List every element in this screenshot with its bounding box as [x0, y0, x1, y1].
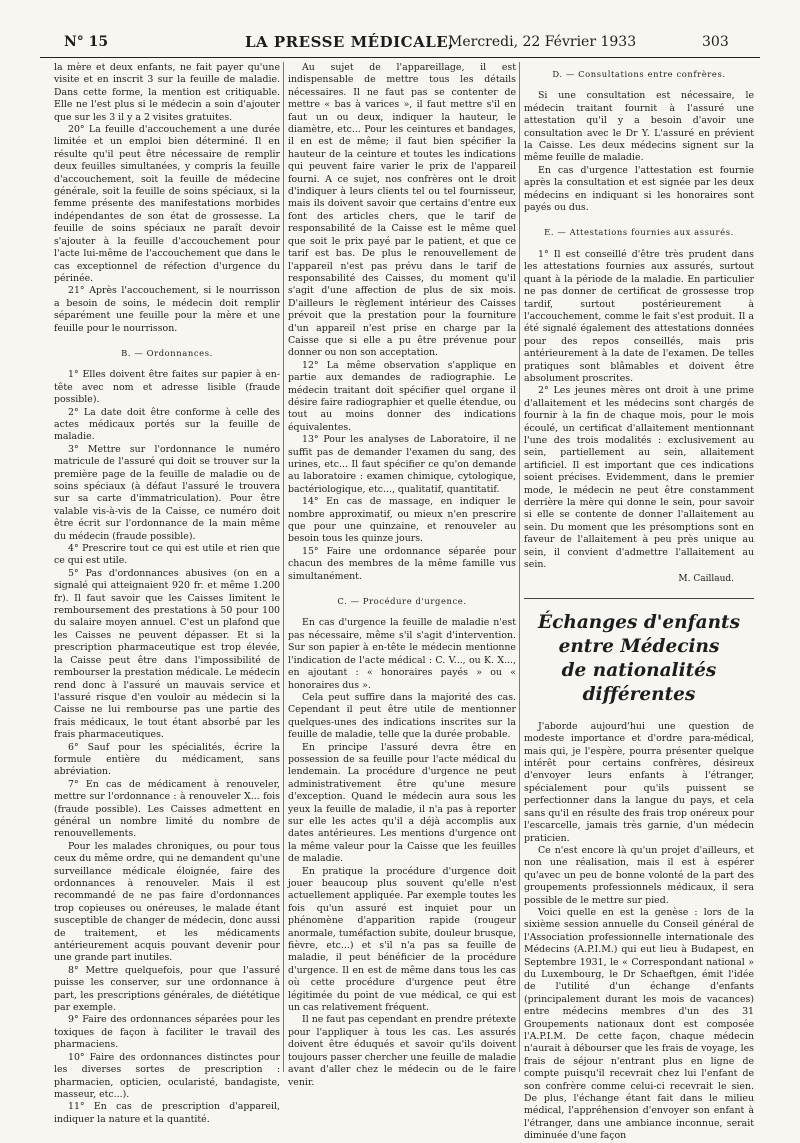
paragraph: 12° La même observation s'applique en partie aux demandes de radiographie. Le médecin traitant doit spécifier quel organe il désire faire radiographier et quelle étendue, ou tout au moins donner des indications équivalentes. [288, 359, 516, 433]
page-header [30, 34, 770, 52]
column-right [524, 62, 754, 1143]
article-title-line: entre Médecins [558, 635, 720, 657]
column-divider [283, 62, 284, 1072]
section-rule [524, 598, 754, 599]
section-heading: C. — Procédure d'urgence. [337, 596, 467, 607]
column-left [54, 62, 280, 1126]
paragraph: Au sujet de l'appareillage, il est indispensable de mettre tous les détails nécessaires. Il ne faut pas se contenter de mettre « bas à varices », il faut mettre s'il en faut un ou deux, indiquer la hauteur, le diamètre, etc... Pour les ceintures et bandages, il en est de même; il faut bien spécifier la hauteur de la ceinture et toutes les indications qui peuvent faire varier le prix de l'appareil fourni. A ce sujet, nos confrères ont le droit d'indiquer à leurs clients tel ou tel fournisseur, mais ils doivent savoir que certains d'entre eux font des articles chers, que le tarif de responsabilité de la Caisse est le même quel que soit le prix payé par le patient, et que ce tarif est bas. De plus le renouvellement de l'appareil n'est pas prévu dans le tarif de responsabilité des Caisses, du moment qu'il s'agit d'une affection de plus de six mois. D'ailleurs le règlement intérieur des Caisses prévoit que la prestation pour la fourniture d'un appareil n'est prise en charge par la Caisse que si elle a pu être prévenue pour donner ou non son acceptation. [288, 62, 516, 359]
section-heading: D. — Consultations entre confrères. [552, 69, 726, 79]
paragraph: En cas d'urgence l'attestation est fournie après la consultation et est signée par les deux médecins en indiquant si les honoraires sont payés ou dus. [524, 164, 754, 214]
paragraph: 10° Faire des ordonnances distinctes pour les diverses sortes de prescription : pharmacien, opticien, ocularisté, bandagiste, masseur, etc...). [54, 1051, 280, 1100]
journal-title: LA PRESSE MÉDICALE, [245, 33, 454, 51]
paragraph: 1° Il est conseillé d'être très prudent dans les attestations fournies aux assurés, surtout quant à la période de la maladie. En particulier ne pas donner de certificat de grossesse trop tardif, surtout postérieurement à l'accouchement, comme le fait s'est produit. Il a été signalé également des attestations données pour des repos conseillés, mais pris antérieurement à la date de l'examen. De telles pratiques sont blâmables et doivent être absolument proscrites. [524, 248, 754, 384]
paragraph: la mère et deux enfants, ne fait payer qu'une visite et en inscrit 3 sur la feuille de maladie. Dans cette forme, la mention est critiquable. Elle ne l'est plus si le médecin a soin d'ajouter que sur les 3 il y a 2 visites gratuites. [54, 62, 280, 123]
paragraph: 3° Mettre sur l'ordonnance le numéro matricule de l'assuré qui doit se trouver sur la première page de la feuille de maladie ou de soins spéciaux (à défaut l'assuré le trouvera sur sa carte d'immatriculation). Pour être valable vis-à-vis de la Caisse, ce numéro doit être écrit sur l'ordonnance de la main même du médecin (fraude possible). [54, 443, 280, 542]
author-signature: M. Caillaud. [678, 574, 734, 585]
paragraph: 6° Sauf pour les spécialités, écrire la formule entière du médicament, sans abréviation. [54, 741, 280, 778]
paragraph: 8° Mettre quelquefois, pour que l'assuré puisse les conserver, sur une ordonnance à part, les prescriptions générales, de diététique par exemple. [54, 964, 280, 1014]
paragraph: J'aborde aujourd'hui une question de modeste importance et d'ordre para-médical, mais qui, je l'espère, pourra présenter quelque intérêt pour certains confrères, désireux d'envoyer leurs enfants à l'étranger, spécialement pour qu'ils puissent se perfectionner dans la langue du pays, et cela sans qu'il en résulte des frais trop onéreux pour l'escarcelle, jamais très garnie, d'un médecin praticien. [524, 720, 754, 844]
paragraph: 13° Pour les analyses de Laboratoire, il ne suffit pas de demander l'examen du sang, des urines, etc... Il faut spécifier ce qu'on demande au laboratoire : examen chimique, cytologique, bactériologique, etc..., qualitatif, quantitatif. [288, 434, 516, 495]
section-heading: B. — Ordonnances. [121, 347, 213, 358]
paragraph: 5° Pas d'ordonnances abusives (on en a signalé qui atteignaient 920 fr. et même 1.200 fr). Il faut savoir que les Caisses limitent le remboursement des prestations à 50 pour 100 du salaire moyen annuel. C'est un plafond que les Caisses ne peuvent dépasser. Et si la prescription pharmaceutique est trop élevée, la Caisse peut être dans l'impossibilité de rembourser la prestation médicale. Le médecin rend donc à l'assuré un mauvais service et l'assuré risque d'en vouloir au médecin si la Caisse ne lui rembourse pas une partie des frais médicaux, le tout étant absorbé par les frais pharmaceutiques. [54, 567, 280, 741]
paragraph: 4° Prescrire tout ce qui est utile et rien que ce qui est utile. [54, 543, 280, 567]
paragraph: Il ne faut pas cependant en prendre prétexte pour l'appliquer à tous les cas. Les assurés doivent être éduqués et savoir qu'ils doivent toujours passer chercher une feuille de maladie avant d'aller chez le médecin ou de le faire venir. [288, 1014, 516, 1088]
article-title-line: Échanges d'enfants [538, 611, 740, 633]
paragraph: 15° Faire une ordonnance séparée pour chacun des membres de la même famille vus simultanément. [288, 545, 516, 582]
article-title [524, 611, 754, 707]
section-heading: E. — Attestations fournies aux assurés. [544, 227, 734, 238]
paragraph: 20° La feuille d'accouchement a une durée limitée et un emploi bien déterminé. Il en résulte qu'il peut être nécessaire de remplir deux feuilles simultanées, y compris la feuille d'accouchement, soit la feuille de médecine générale, soit la feuille de soins spéciaux, si la femme présente des manifestations morbides indépendantes de son état de grossesse. La feuille de soins spéciaux ne paraît devoir s'ajouter à la feuille d'accouchement pour l'acte lui-même de l'accouchement que dans le cas exceptionnel de réfection d'urgence du périnée. [54, 124, 280, 284]
paragraph: En pratique la procédure d'urgence doit jouer beaucoup plus souvent qu'elle n'est actuellement appliquée. Par exemple toutes les fois qu'un assuré est inquiet pour un phénomène d'apparition rapide (rougeur anormale, tuméfaction subite, douleur brusque, fièvre, etc...) et s'il n'a pas sa feuille de maladie, il peut bénéficier de la procédure d'urgence. Il en est de même dans tous les cas où cette procédure d'urgence peut être légitimée du point de vue médical, ce qui est un cas relativement fréquent. [288, 865, 516, 1014]
paragraph: Cela peut suffire dans la majorité des cas. Cependant il peut être utile de mentionner quelques-unes des indications inscrites sur la feuille de maladie, telle que la durée probable. [288, 691, 516, 741]
paragraph: Pour les malades chroniques, ou pour tous ceux du même ordre, qui ne demandent qu'une surveillance médicale éloignée, faire des ordonnances à renouveler. Mais il est recommandé de ne pas faire d'ordonnances trop copieuses ou onéreuses, le malade étant susceptible de changer de médecin, donc aussi de traitement, et les médicaments antérieurement acquis pouvant devenir pour une grande part inutiles. [54, 840, 280, 964]
paragraph: 21° Après l'accouchement, si le nourrisson a besoin de soins, le médecin doit remplir séparément une feuille pour la mère et une feuille pour le nourrisson. [54, 285, 280, 334]
column-divider [519, 62, 520, 1072]
column-middle [288, 62, 516, 1089]
issue-number: N° 15 [64, 34, 109, 50]
paragraph: 1° Elles doivent être faites sur papier à en-tête avec nom et adresse lisible (fraude possible). [54, 369, 280, 406]
paragraph: 11° En cas de prescription d'appareil, indiquer la nature et la quantité. [54, 1101, 280, 1125]
page-number: 303 [702, 34, 729, 50]
header-rule [40, 57, 760, 58]
paragraph: En cas d'urgence la feuille de maladie n'est pas nécessaire, même s'il s'agit d'intervention. Sur son papier à en-tête le médecin mentionne l'indication de l'acte médical : C. V..., ou K. X..., en ajoutant : « honoraires payés » ou « honoraires dus ». [288, 617, 516, 691]
paragraph: Voici quelle en est la genèse : lors de la sixième session annuelle du Conseil général de l'Association professionnelle internationale des Médecins (A.P.I.M.) qui eut lieu à Budapest, en Septembre 1931, le « Correspondant national » du Luxembourg, le Dr Schaeftgen, émit l'idée de l'utilité d'un échange d'enfants (principalement durant les mois de vacances) entre médecins membres d'un des 31 Groupements nationaux dont est composée l'A.P.I.M. De cette façon, chaque médecin n'aurait à débourser que les frais de voyage, les frais de séjour n'entrant plus en ligne de compte puisqu'il recevrait chez lui l'enfant de son confrère comme celui-ci recevrait le sien. De plus, l'échange étant fait dans le milieu médical, l'appréhension d'envoyer son enfant à l'étranger, dans une ambiance inconnue, serait diminuée d'une façon [524, 906, 754, 1142]
paragraph: En principe l'assuré devra être en possession de sa feuille pour l'acte médical du lendemain. La procédure d'urgence ne peut administrativement être qu'une mesure d'exception. Quand le médecin aura sous les yeux la feuille de maladie, il n'a pas à reporter sur elle les actes qu'il a déjà accomplis aux dates antérieures. Les mentions d'urgence ont la même valeur pour la Caisse que les feuilles de maladie. [288, 741, 516, 865]
paragraph: Ce n'est encore là qu'un projet d'ailleurs, et non une réalisation, mais il est à espérer qu'avec un peu de bonne volonté de la part des groupements professionnels médicaux, il sera possible de le mettre sur pied. [524, 844, 754, 906]
paragraph: 2° La date doit être conforme à celle des actes médicaux portés sur la feuille de maladie. [54, 406, 280, 443]
paragraph: 9° Faire des ordonnances séparées pour les toxiques de façon à faciliter le travail des pharmaciens. [54, 1014, 280, 1051]
paragraph: 14° En cas de massage, en indiquer le nombre approximatif, ou mieux n'en prescrire que pour une quinzaine, et renouveler au besoin tous les quinze jours. [288, 496, 516, 545]
issue-date: Mercredi, 22 Février 1933 [448, 34, 637, 50]
paragraph: 7° En cas de médicament à renouveler, mettre sur l'ordonnance : à renouveler X... fois (fraude possible). Les Caisses admettent en général un nombre limité du nombre de renouvellements. [54, 778, 280, 840]
paragraph: 2° Les jeunes mères ont droit à une prime d'allaitement et les médecins sont chargés de fournir à la fin de chaque mois, pour le mois écoulé, un certificat d'allaitement mentionnant l'une des trois modalités : exclusivement au sein, partiellement au sein, allaitement artificiel. Il est important que ces indications soient précises. Evidemment, dans le premier mode, le médecin ne peut être constamment derrière la mère qui donne le sein, pour savoir si elle se contente de donner l'allaitement au sein. Du moment que les présomptions sont en faveur de l'allaitement à peu près unique au sein, il convient d'admettre l'allaitement au sein. [524, 385, 754, 571]
article-title-line: de nationalités différentes [561, 659, 717, 705]
paragraph: Si une consultation est nécessaire, le médecin traitant fournit à l'assuré une attestation qu'il y a besoin d'avoir une consultation avec le Dr Y. L'assuré en prévient la Caisse. Les deux médecins signent sur la même feuille de maladie. [524, 90, 754, 164]
